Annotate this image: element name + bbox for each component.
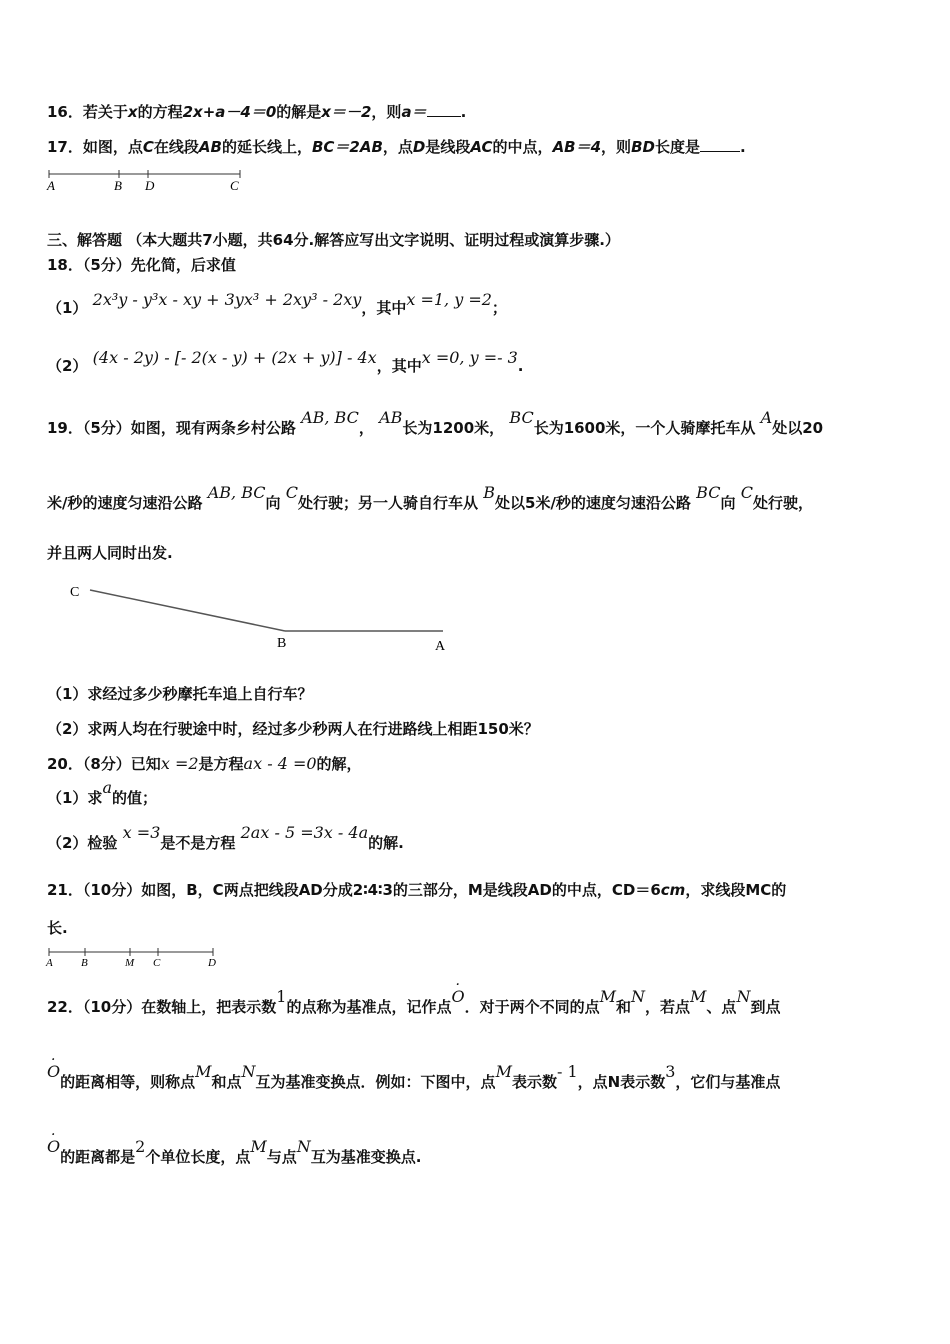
question-21: 21．（10分）如图，B，C两点把线段AD分成2∶4∶3的三部分，M是线段AD的中点，CD＝6cm，求线段MC的 xyxy=(47,881,787,899)
label-D: D xyxy=(145,178,155,193)
question-22: 22．（10分）在数轴上，把表示数1的点称为基准点，记作点· O．对于两个不同的点M和N，若点M、点N到点 xyxy=(47,997,780,1017)
label-A: A xyxy=(46,957,53,969)
question-20: 20．（8分）已知x =2是方程ax - 4 =0的解， xyxy=(47,754,362,773)
label-B: B xyxy=(81,957,88,969)
question-19-sub1: （1）求经过多少秒摩托车追上自行车？ xyxy=(47,685,313,703)
q19-roads-diagram xyxy=(65,580,455,660)
question-19-sub2: （2）求两人均在行驶途中时，经过多少秒两人在行进路线上相距150米？ xyxy=(47,720,539,738)
q17-segment-diagram xyxy=(45,165,245,195)
question-19-line2: 米/秒的速度匀速沿公路 AB, BC向 C处行驶；另一人骑自行车从 B处以5米/秒的速度匀速沿公路 BC向 C处行驶， xyxy=(47,483,813,512)
question-16: 16．若关于x的方程2x+a－4＝0的解是x＝－2，则a＝ . xyxy=(47,103,467,121)
label-M: M xyxy=(125,957,135,969)
question-19: 19．（5分）如图，现有两条乡村公路 AB, BC， AB长为1200米， BC长为1600米，一个人骑摩托车从 A处以20 xyxy=(47,408,824,437)
label-A: A xyxy=(47,178,55,193)
answer-blank[interactable] xyxy=(700,137,740,152)
question-20-sub2: （2）检验 x =3是不是方程 2ax - 5 =3x - 4a的解. xyxy=(47,823,404,852)
answer-blank[interactable] xyxy=(427,102,461,117)
q16-number: 16． xyxy=(47,103,83,121)
section-title: 三、解答题 （本大题共7小题，共64分.解答应写出文字说明、证明过程或演算步骤.） xyxy=(47,231,620,249)
label-C: C xyxy=(70,585,80,600)
question-22-line2: · O的距离相等，则称点M和点N互为基准变换点．例如：下图中，点M表示数- 1，点N表示数3，它们与基准点 xyxy=(47,1072,780,1092)
question-21-line2: 长. xyxy=(47,919,68,937)
question-19-line3: 并且两人同时出发. xyxy=(47,544,173,562)
label-C: C xyxy=(230,178,239,193)
label-B: B xyxy=(277,636,287,651)
label-D: D xyxy=(208,957,216,969)
label-A: A xyxy=(435,639,446,654)
question-17: 17．如图，点C在线段AB的延长线上，BC＝2AB，点D是线段AC的中点，AB＝4，则BD长度是 . xyxy=(47,138,746,156)
label-B: B xyxy=(114,178,122,193)
question-18: 18．（5分）先化简，后求值 xyxy=(47,256,236,274)
label-C: C xyxy=(153,957,161,969)
question-18-part1: （1） 2x³y - y³x - xy + 3yx³ + 2xy³ - 2xy，其中x =1, y =2； xyxy=(47,290,507,317)
question-20-sub1: （1）求a的值； xyxy=(47,778,157,807)
question-18-part2: （2） (4x - 2y) - [- 2(x - y) + (2x + y)] - 4x，其中x =0, y =- 3. xyxy=(47,348,524,375)
question-22-line3: · O的距离都是2个单位长度，点M与点N互为基准变换点. xyxy=(47,1147,421,1167)
q21-segment-diagram xyxy=(45,945,225,970)
